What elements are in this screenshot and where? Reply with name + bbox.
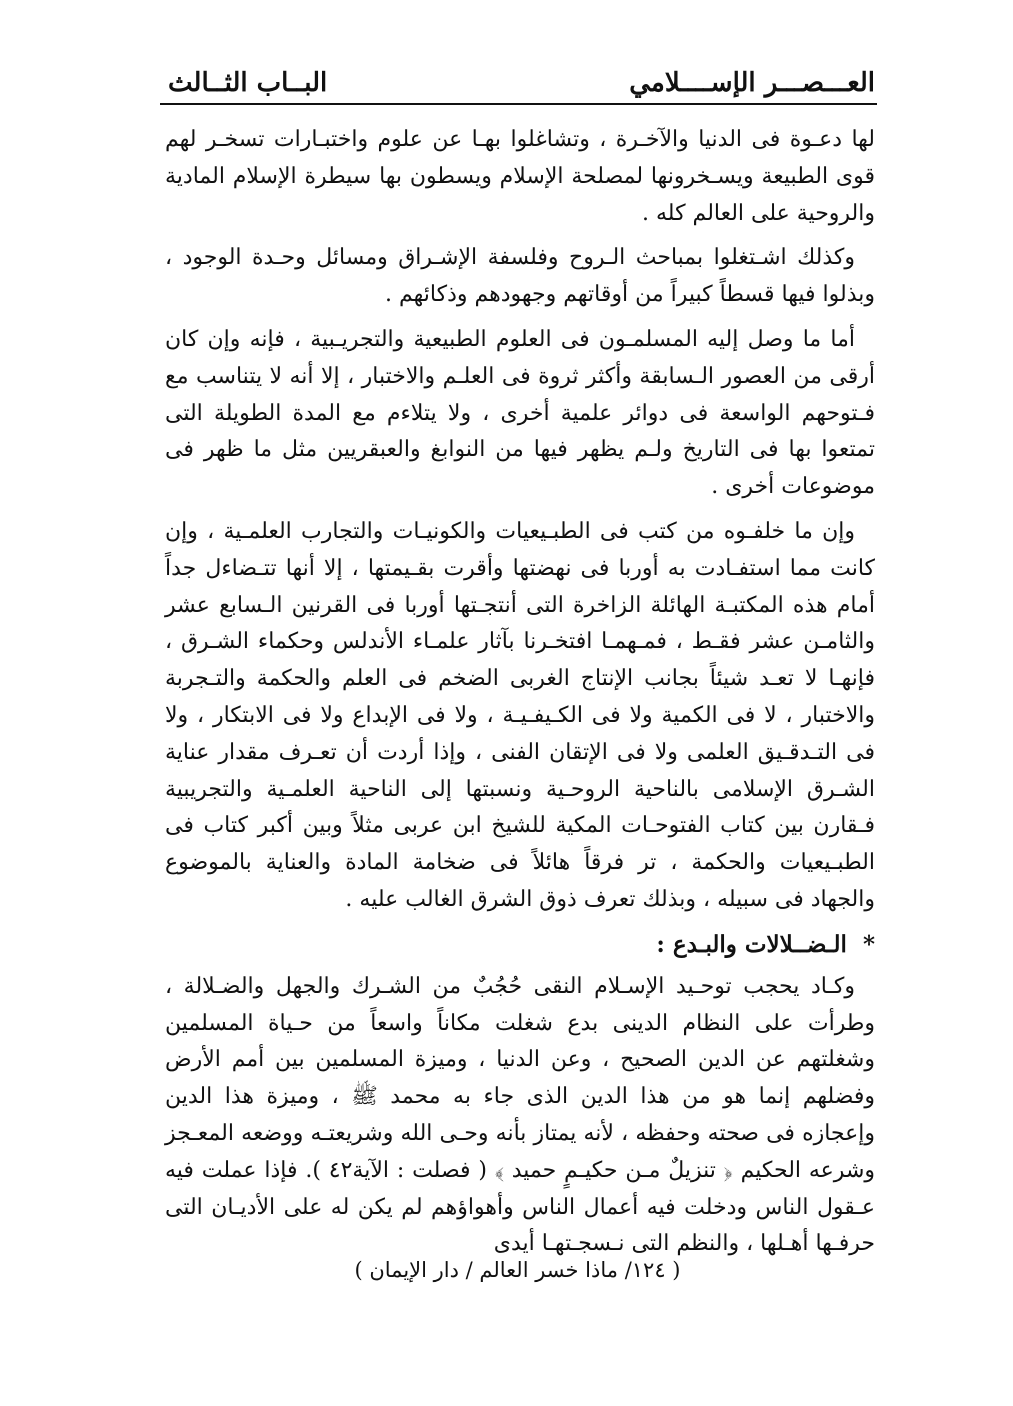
page-footer: ( ١٢٤/ ماذا خسر العالم / دار الإيمان ): [354, 1258, 681, 1282]
section-heading: [165, 927, 875, 963]
paragraph-5: وكـاد يحجب توحـيد الإسـلام النقى حُجُبٌ من الشـرك والجهل والضـلالة ، وطرأت على النظام الدينى بدع شغلت مكاناً واسعاً من حـياة المسلمين وشغلتهم عن الدين الصحيح ، وعن الدنيا ، وميزة المسلمين بين أمم الأرض وفضلهم إنما هو من هذا الدين الذى جاء به محمد ﷺ ، وميزة هذا الدين وإعجازه فى صحته وحفظه ، لأنه يمتاز بأنه وحـى الله وشريعتـه ووضعه المعـجز وشرعه الحكيم ﴿ تنزيلٌ مـن حكيـمٍ حميد ﴾ ( فصلت : الآية٤٢ ). فإذا عملت فيه عـقول الناس ودخلت فيه أعمال الناس وأهواؤهم لم يكن له على الأديـان التى حرفـها أهـلها ، والنظم التى نـسجـتهـا أيدى: [165, 973, 876, 1257]
running-header: [160, 62, 875, 106]
paragraph-2: وكذلك اشـتغلوا بمباحث الـروح وفلسفة الإشـراق ومسائل وحـدة الوجود ، وبذلوا فيها قسطاً كبيراً من أوقاتهم وجهودهم وذكائهم .: [165, 245, 875, 308]
paragraph-3: أما ما وصل إليه المسلمـون فى العلوم الطبيعية والتجريـبية ، فإنه وإن كان أرقى من العصور الـسابقة وأكثر ثروة فى العلـم والاختبار ، إلا أنه لا يتناسب مع فـتوحهم الواسعة فى دوائر علمية أخرى ، ولا يتلاءم مع المدة الطويلة التى تمتعوا بها فى التاريخ ولـم يظهر فيها من النوابغ والعبقريين مثل ما ظهر فى موضوعات أخرى .: [165, 326, 875, 500]
main-text: [165, 122, 875, 1271]
header-chapter-title: البــاب الثــالث: [168, 68, 328, 98]
paragraph-1: لها دعـوة فى الدنيا والآخـرة ، وتشاغلوا بهـا عن علوم واختبـارات تسخـر لهم قوى الطبيعة ويسـخرونها لمصلحة الإسلام ويسطون بها سيطرة الإسلام المادية والروحية على العالم كله .: [165, 127, 875, 226]
heading-text: الـضــلالات والبـدع :: [656, 930, 847, 958]
paragraph-4: وإن ما خلفـوه من كتب فى الطبـيعيات والكونيـات والتجارب العلمـية ، وإن كانت مما استفـادت به أوربا فى نهضتها وأقرت بقـيمتها ، إلا أنها تتـضاءل جداً أمام هذه المكتبـة الهائلة الزاخرة التى أنتجـتها أوربا فى القرنين الـسابع عشر والثامـن عشر فقـط ، فمـهمـا افتخـرنا بآثار علمـاء الأندلس وحكماء الشـرق ، فإنهـا لا تعـد شيئاً بجانب الإنتاج الغربى الضخم فى العلم والحكمة والتـجربة والاختبار ، لا فى الكمية ولا فى الكـيفـيـة ، ولا فى الإبداع ولا فى الابتكار ، ولا فى التـدقـيق العلمى ولا فى الإتقان الفنى ، وإذا أردت أن تعـرف مقدار عناية الشـرق الإسلامى بالناحية الروحـية ونسبتها إلى الناحية العلمـية والتجريبية فـقارن بين كتاب الفتوحـات المكية للشيخ ابن عربى مثلاً وبين أكبر كتاب فى الطبـيعيات والحكمة ، تر فرقاً هائلاً فى ضخامة المادة والعناية بالموضوع والجهاد فى سبيله ، وبذلك تعرف ذوق الشرق الغالب عليه .: [165, 518, 875, 912]
heading-bullet: *: [862, 930, 875, 958]
header-divider: [160, 103, 877, 105]
header-book-part-title: العـــصـــر الإســــلامي: [629, 68, 875, 98]
